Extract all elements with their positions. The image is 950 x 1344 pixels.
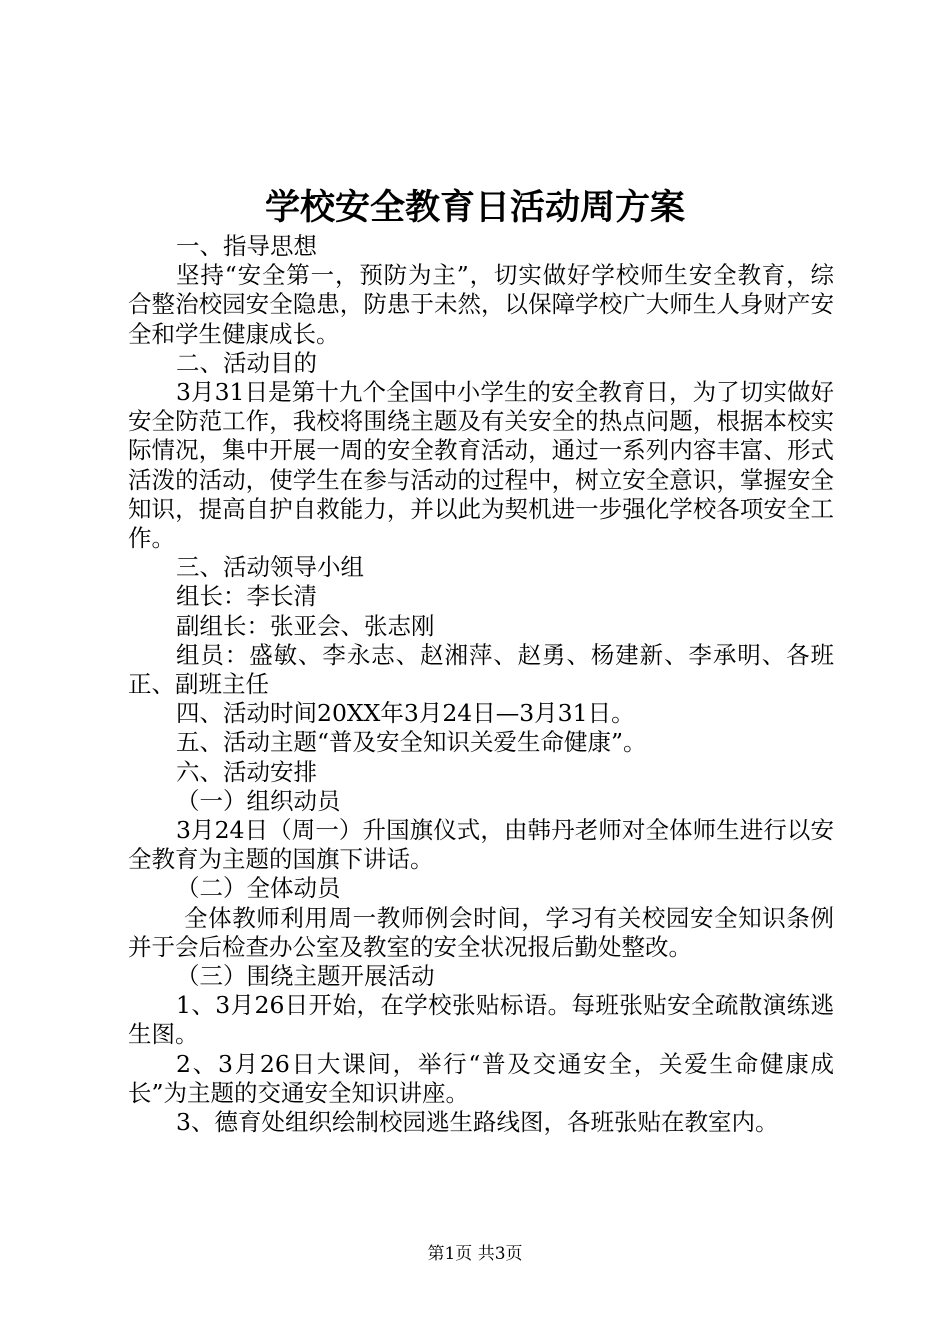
paragraph: 副组长：张亚会、张志刚: [176, 611, 435, 640]
list-item: 2、3月26日大课间，举行“普及交通安全，关爱生命健康成长”为主题的交通安全知识讲座。: [128, 1049, 834, 1107]
paragraph: 全体教师利用周一教师例会时间，学习有关校园安全知识条例并于会后检查办公室及教室的安全状况报后勤处整改。: [128, 903, 834, 961]
paragraph: 五、活动主题“普及安全知识关爱生命健康”。: [176, 728, 647, 757]
page-footer: 第1页 共3页: [427, 1244, 523, 1264]
paragraph: 组长：李长清: [176, 582, 317, 611]
paragraph: 组员：盛敏、李永志、赵湘萍、赵勇、杨建新、李承明、各班正、副班主任: [128, 640, 834, 699]
list-item: 3、德育处组织绘制校园逃生路线图，各班张贴在教室内。: [176, 1108, 779, 1137]
section-heading: 一、指导思想: [176, 232, 317, 260]
subsection-heading: （一）组织动员: [176, 786, 341, 815]
subsection-heading: （三）围绕主题开展活动: [176, 962, 435, 991]
paragraph: 3月31日是第十九个全国中小学生的安全教育日，为了切实做好安全防范工作，我校将围绕主题及有关安全的热点问题，根据本校实际情况，集中开展一周的安全教育活动，通过一系列内容丰富、形式活泼的活动，使学生在参与活动的过程中，树立安全意识，掌握安全知识，提高自护自救能力，并以此为契机进一步强化学校各项安全工作。: [128, 378, 834, 553]
section-heading: 二、活动目的: [176, 348, 317, 377]
paragraph: 四、活动时间20XX年3月24日—3月31日。: [176, 699, 635, 728]
subsection-heading: （二）全体动员: [176, 874, 341, 903]
paragraph: 3月24日（周一）升国旗仪式，由韩丹老师对全体师生进行以安全教育为主题的国旗下讲话。: [128, 816, 834, 874]
document-title: 学校安全教育日活动周方案: [264, 187, 685, 228]
paragraph: 坚持“安全第一，预防为主”，切实做好学校师生安全教育，综合整治校园安全隐患，防患于未然，以保障学校广大师生人身财产安全和学生健康成长。: [128, 261, 834, 348]
list-item: 1、3月26日开始，在学校张贴标语。每班张贴安全疏散演练逃生图。: [128, 991, 834, 1049]
document-body: [128, 232, 834, 1137]
section-heading: 三、活动领导小组: [176, 553, 364, 582]
section-heading: 六、活动安排: [176, 757, 317, 786]
